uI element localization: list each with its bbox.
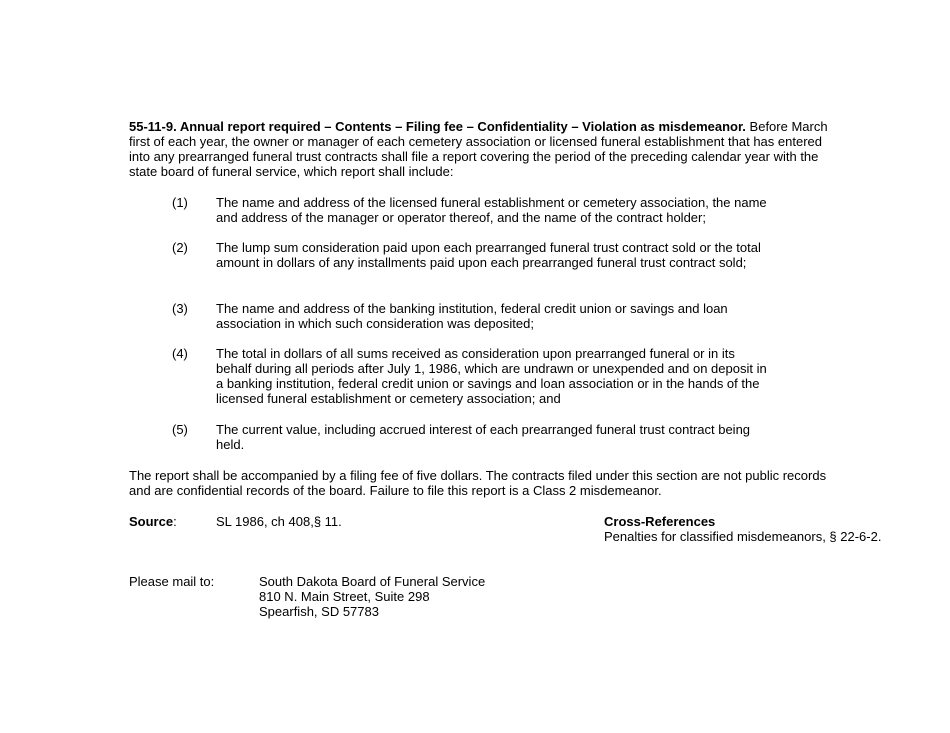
source-label: [129, 514, 177, 529]
source-label-text: Source: [129, 514, 174, 529]
statute-intro: [129, 119, 839, 179]
source-label-colon: :: [173, 514, 177, 529]
statute-heading: 55-11-9. Annual report required – Contents – Filing fee – Confidentiality – Violation as misdemeanor.: [129, 119, 746, 134]
list-item-number: (2): [172, 240, 188, 255]
list-item-number: (1): [172, 195, 188, 210]
list-item-text: The name and address of the banking institution, federal credit union or savings and loan association in which such consideration was deposited;: [216, 301, 728, 331]
list-item-text: The total in dollars of all sums received as consideration upon prearranged funeral or in its behalf during all periods after July 1, 1986, which are undrawn or unexpended and on deposit in a banking institution, federal credit union or savings and loan association or in the hands of the licensed funeral establishment or cemetery association; and: [216, 346, 767, 406]
list-item-text: The current value, including accrued interest of each prearranged funeral trust contract being held.: [216, 422, 751, 452]
list-item-number: (3): [172, 301, 188, 316]
mail-address-line: Spearfish, SD 57783: [259, 604, 379, 619]
closing-paragraph: The report shall be accompanied by a filing fee of five dollars. The contracts filed under this section are not public records and are confidential records of the board. Failure to file this report is a Class 2 misdemeanor.: [129, 468, 827, 498]
source-value: SL 1986, ch 408,§ 11.: [216, 514, 342, 529]
cross-references-text: Penalties for classified misdemeanors, § 22-6-2.: [604, 529, 882, 544]
list-item-number: (4): [172, 346, 188, 361]
list-item-text: The lump sum consideration paid upon each prearranged funeral trust contract sold or the total amount in dollars of any installments paid upon each prearranged funeral trust contract sold;: [216, 240, 761, 270]
cross-references-title: Cross-References: [604, 514, 716, 529]
statute-intro-text: Before March first of each year, the owner or manager of each cemetery association or licensed funeral establishment that has entered into any prearranged funeral trust contracts shall file a report covering the period of the preceding calendar year with the state board of funeral service, which report shall include:: [129, 119, 828, 179]
mail-address-line: South Dakota Board of Funeral Service: [259, 574, 486, 589]
mail-address-line: 810 N. Main Street, Suite 298: [259, 589, 430, 604]
mail-address: [259, 574, 485, 619]
list-item-number: (5): [172, 422, 188, 437]
list-item-text: The name and address of the licensed funeral establishment or cemetery association, the name and address of the manager or operator thereof, and the name of the contract holder;: [216, 195, 767, 225]
mail-label: Please mail to:: [129, 574, 215, 589]
